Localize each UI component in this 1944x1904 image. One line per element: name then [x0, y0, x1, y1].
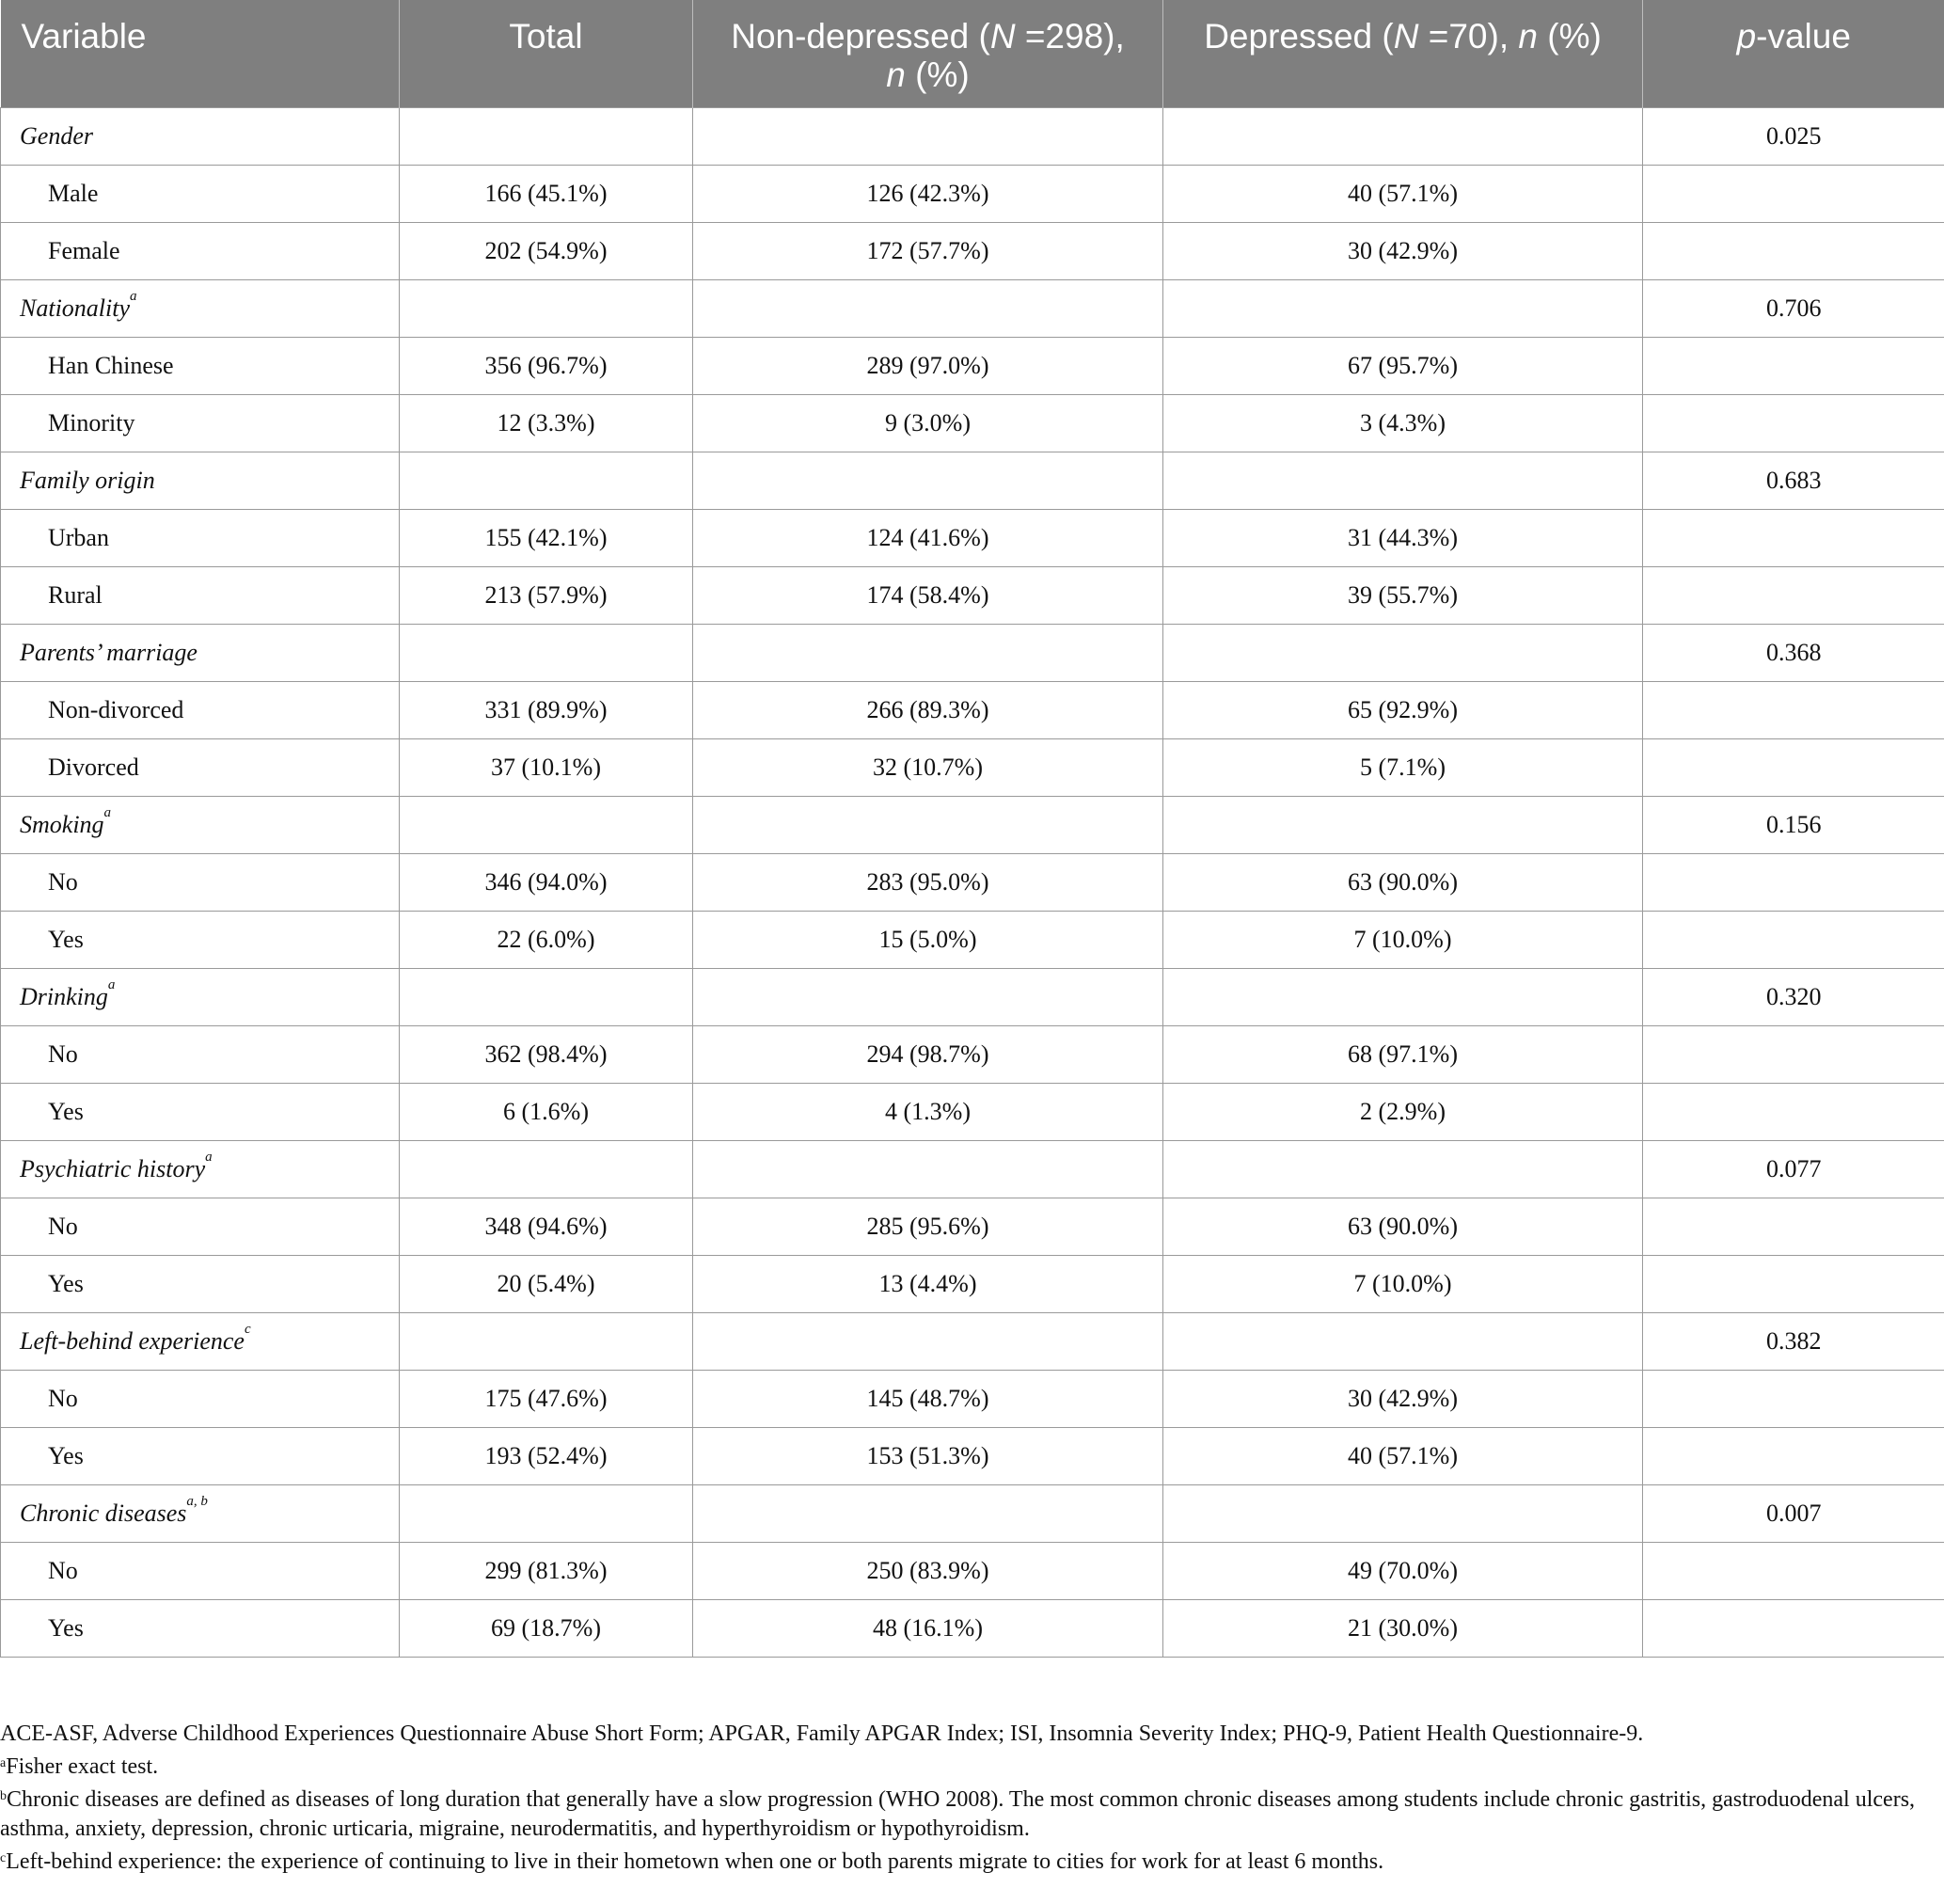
row-label: Yes — [1, 1255, 400, 1312]
footnote-marker: c — [244, 1321, 251, 1337]
table-footnotes — [0, 1720, 1928, 1880]
row-label: Rural — [1, 566, 400, 624]
footnote-marker: a — [205, 1149, 213, 1165]
non-depressed-cell — [693, 1140, 1163, 1198]
table-row — [1, 1255, 1944, 1312]
p-value-cell — [1643, 337, 1944, 394]
p-value-cell — [1643, 738, 1944, 796]
header-total: Total — [400, 0, 693, 107]
footnote-marker: a — [107, 976, 116, 992]
header-non-depressed: Non-depressed (N =298), n (%) — [693, 0, 1163, 107]
non-depressed-cell: 172 (57.7%) — [693, 222, 1163, 279]
p-value-cell: 0.320 — [1643, 968, 1944, 1025]
p-value-cell — [1643, 911, 1944, 968]
non-depressed-cell: 283 (95.0%) — [693, 853, 1163, 911]
row-label: Male — [1, 165, 400, 222]
table-row — [1, 394, 1944, 452]
non-depressed-cell — [693, 968, 1163, 1025]
group-label: Smoking$^a$ — [1, 796, 400, 853]
non-depressed-cell — [693, 452, 1163, 509]
row-label: No — [1, 1370, 400, 1427]
depressed-cell — [1163, 1312, 1643, 1370]
depressed-cell: 63 (90.0%) — [1163, 853, 1643, 911]
non-depressed-cell — [693, 1484, 1163, 1542]
non-depressed-cell: 13 (4.4%) — [693, 1255, 1163, 1312]
non-depressed-cell: 126 (42.3%) — [693, 165, 1163, 222]
table-row — [1, 911, 1944, 968]
p-value-cell — [1643, 222, 1944, 279]
group-label: Psychiatric history$^a$ — [1, 1140, 400, 1198]
p-value-cell — [1643, 1599, 1944, 1657]
row-label: Han Chinese — [1, 337, 400, 394]
non-depressed-cell: 9 (3.0%) — [693, 394, 1163, 452]
total-cell — [400, 107, 693, 165]
table-row — [1, 222, 1944, 279]
depressed-cell: 40 (57.1%) — [1163, 165, 1643, 222]
p-value-cell — [1643, 509, 1944, 566]
non-depressed-cell: 48 (16.1%) — [693, 1599, 1163, 1657]
table-body — [1, 107, 1944, 1657]
total-cell: 348 (94.6%) — [400, 1198, 693, 1255]
row-label: Yes — [1, 1599, 400, 1657]
p-value-cell — [1643, 394, 1944, 452]
non-depressed-cell — [693, 1312, 1163, 1370]
footnote-c: $^c$Left-behind experience: the experience of continuing to live in their hometown when one or both parents migrate to cities for work for at least 6 months. — [0, 1849, 1384, 1874]
group-label: Chronic diseases$^{a, b}$ — [1, 1484, 400, 1542]
p-value-cell: 0.706 — [1643, 279, 1944, 337]
depressed-cell: 7 (10.0%) — [1163, 1255, 1643, 1312]
non-depressed-cell — [693, 624, 1163, 681]
depressed-cell: 21 (30.0%) — [1163, 1599, 1643, 1657]
row-label: Non-divorced — [1, 681, 400, 738]
total-cell: 175 (47.6%) — [400, 1370, 693, 1427]
non-depressed-cell — [693, 107, 1163, 165]
p-value-cell: 0.382 — [1643, 1312, 1944, 1370]
row-label: Minority — [1, 394, 400, 452]
group-label: Left-behind experience$^c$ — [1, 1312, 400, 1370]
non-depressed-cell: 285 (95.6%) — [693, 1198, 1163, 1255]
p-value-cell — [1643, 566, 1944, 624]
total-cell: 299 (81.3%) — [400, 1542, 693, 1599]
total-cell — [400, 1140, 693, 1198]
table-row — [1, 1542, 1944, 1599]
table-row — [1, 509, 1944, 566]
depressed-cell: 68 (97.1%) — [1163, 1025, 1643, 1083]
non-depressed-cell — [693, 796, 1163, 853]
row-label: No — [1, 1198, 400, 1255]
depressed-cell — [1163, 1484, 1643, 1542]
group-row — [1, 796, 1944, 853]
group-row — [1, 1484, 1944, 1542]
group-label: Family origin — [1, 452, 400, 509]
depressed-cell: 63 (90.0%) — [1163, 1198, 1643, 1255]
table-row — [1, 738, 1944, 796]
footnote-marker: a, b — [186, 1493, 208, 1509]
p-value-cell — [1643, 1083, 1944, 1140]
p-value-cell — [1643, 1542, 1944, 1599]
group-row — [1, 968, 1944, 1025]
depressed-cell: 65 (92.9%) — [1163, 681, 1643, 738]
table-row — [1, 165, 1944, 222]
group-label: Drinking$^a$ — [1, 968, 400, 1025]
non-depressed-cell — [693, 279, 1163, 337]
table-row — [1, 1025, 1944, 1083]
total-cell: 166 (45.1%) — [400, 165, 693, 222]
non-depressed-cell: 289 (97.0%) — [693, 337, 1163, 394]
row-label: Urban — [1, 509, 400, 566]
total-cell: 22 (6.0%) — [400, 911, 693, 968]
non-depressed-cell: 124 (41.6%) — [693, 509, 1163, 566]
row-label: No — [1, 853, 400, 911]
row-label: Yes — [1, 1083, 400, 1140]
p-value-cell — [1643, 165, 1944, 222]
total-cell: 193 (52.4%) — [400, 1427, 693, 1484]
group-row — [1, 1140, 1944, 1198]
row-label: Divorced — [1, 738, 400, 796]
group-row — [1, 1312, 1944, 1370]
depressed-cell: 7 (10.0%) — [1163, 911, 1643, 968]
depressed-cell: 31 (44.3%) — [1163, 509, 1643, 566]
depressed-cell — [1163, 624, 1643, 681]
total-cell: 331 (89.9%) — [400, 681, 693, 738]
non-depressed-cell: 174 (58.4%) — [693, 566, 1163, 624]
row-label: No — [1, 1542, 400, 1599]
total-cell: 69 (18.7%) — [400, 1599, 693, 1657]
group-row — [1, 452, 1944, 509]
group-label: Parents’ marriage — [1, 624, 400, 681]
depressed-cell: 3 (4.3%) — [1163, 394, 1643, 452]
non-depressed-cell: 266 (89.3%) — [693, 681, 1163, 738]
non-depressed-cell: 15 (5.0%) — [693, 911, 1163, 968]
row-label: Yes — [1, 1427, 400, 1484]
table-row — [1, 1427, 1944, 1484]
total-cell — [400, 279, 693, 337]
row-label: Female — [1, 222, 400, 279]
non-depressed-cell: 32 (10.7%) — [693, 738, 1163, 796]
row-label: No — [1, 1025, 400, 1083]
depressed-cell — [1163, 279, 1643, 337]
table-row — [1, 1599, 1944, 1657]
header-p-value: p-value — [1643, 0, 1944, 107]
group-row — [1, 107, 1944, 165]
total-cell: 346 (94.0%) — [400, 853, 693, 911]
total-cell — [400, 796, 693, 853]
depressed-cell — [1163, 452, 1643, 509]
table-row — [1, 1370, 1944, 1427]
total-cell: 202 (54.9%) — [400, 222, 693, 279]
p-value-cell: 0.683 — [1643, 452, 1944, 509]
p-value-cell — [1643, 853, 1944, 911]
footnote-abbreviations: ACE-ASF, Adverse Childhood Experiences Questionnaire Abuse Short Form; APGAR, Family APGAR Index; ISI, Insomnia Severity Index; PHQ-9, Patient Health Questionnaire-9. — [0, 1722, 1644, 1746]
footnote-b: $^b$Chronic diseases are defined as diseases of long duration that generally have a slow progression (WHO 2008). The most common chronic diseases among students include chronic gastritis, gastroduodenal ulcers, asthma, anxiety, depression, chronic urticaria, migraine, neurodermatitis, and hyperthyroidism or hypothyroidism. — [0, 1787, 1916, 1841]
total-cell: 12 (3.3%) — [400, 394, 693, 452]
depressed-cell: 30 (42.9%) — [1163, 1370, 1643, 1427]
depressed-cell — [1163, 1140, 1643, 1198]
depressed-cell — [1163, 796, 1643, 853]
p-value-cell: 0.007 — [1643, 1484, 1944, 1542]
table-row — [1, 1083, 1944, 1140]
non-depressed-cell: 250 (83.9%) — [693, 1542, 1163, 1599]
depressed-cell: 67 (95.7%) — [1163, 337, 1643, 394]
table-row — [1, 853, 1944, 911]
non-depressed-cell: 153 (51.3%) — [693, 1427, 1163, 1484]
depressed-cell: 5 (7.1%) — [1163, 738, 1643, 796]
table-row — [1, 1198, 1944, 1255]
p-value-cell — [1643, 1025, 1944, 1083]
header-variable: Variable — [1, 0, 400, 107]
total-cell: 213 (57.9%) — [400, 566, 693, 624]
total-cell: 362 (98.4%) — [400, 1025, 693, 1083]
p-value-cell: 0.368 — [1643, 624, 1944, 681]
group-row — [1, 279, 1944, 337]
table-row — [1, 337, 1944, 394]
p-value-cell — [1643, 1370, 1944, 1427]
footnote-marker: a — [103, 804, 112, 820]
p-value-cell: 0.025 — [1643, 107, 1944, 165]
total-cell: 155 (42.1%) — [400, 509, 693, 566]
group-label: Nationality$^a$ — [1, 279, 400, 337]
table-header — [1, 0, 1944, 107]
depressed-cell: 40 (57.1%) — [1163, 1427, 1643, 1484]
group-row — [1, 624, 1944, 681]
table-row — [1, 566, 1944, 624]
group-label: Gender — [1, 107, 400, 165]
total-cell: 20 (5.4%) — [400, 1255, 693, 1312]
p-value-cell — [1643, 1427, 1944, 1484]
depressed-cell: 49 (70.0%) — [1163, 1542, 1643, 1599]
table-row — [1, 681, 1944, 738]
p-value-cell — [1643, 1255, 1944, 1312]
footnote-marker: a — [130, 288, 137, 304]
total-cell: 37 (10.1%) — [400, 738, 693, 796]
header-depressed: Depressed (N =70), n (%) — [1163, 0, 1643, 107]
total-cell — [400, 1484, 693, 1542]
p-value-cell — [1643, 1198, 1944, 1255]
non-depressed-cell: 145 (48.7%) — [693, 1370, 1163, 1427]
depressed-cell — [1163, 968, 1643, 1025]
p-value-cell — [1643, 681, 1944, 738]
total-cell — [400, 1312, 693, 1370]
row-label: Yes — [1, 911, 400, 968]
non-depressed-cell: 294 (98.7%) — [693, 1025, 1163, 1083]
depressed-cell: 39 (55.7%) — [1163, 566, 1643, 624]
depressed-cell — [1163, 107, 1643, 165]
p-value-cell: 0.156 — [1643, 796, 1944, 853]
total-cell — [400, 452, 693, 509]
depressed-cell: 30 (42.9%) — [1163, 222, 1643, 279]
total-cell — [400, 968, 693, 1025]
total-cell — [400, 624, 693, 681]
depressed-cell: 2 (2.9%) — [1163, 1083, 1643, 1140]
total-cell: 356 (96.7%) — [400, 337, 693, 394]
p-value-cell: 0.077 — [1643, 1140, 1944, 1198]
non-depressed-cell: 4 (1.3%) — [693, 1083, 1163, 1140]
total-cell: 6 (1.6%) — [400, 1083, 693, 1140]
footnote-a: $^a$Fisher exact test. — [0, 1754, 159, 1779]
